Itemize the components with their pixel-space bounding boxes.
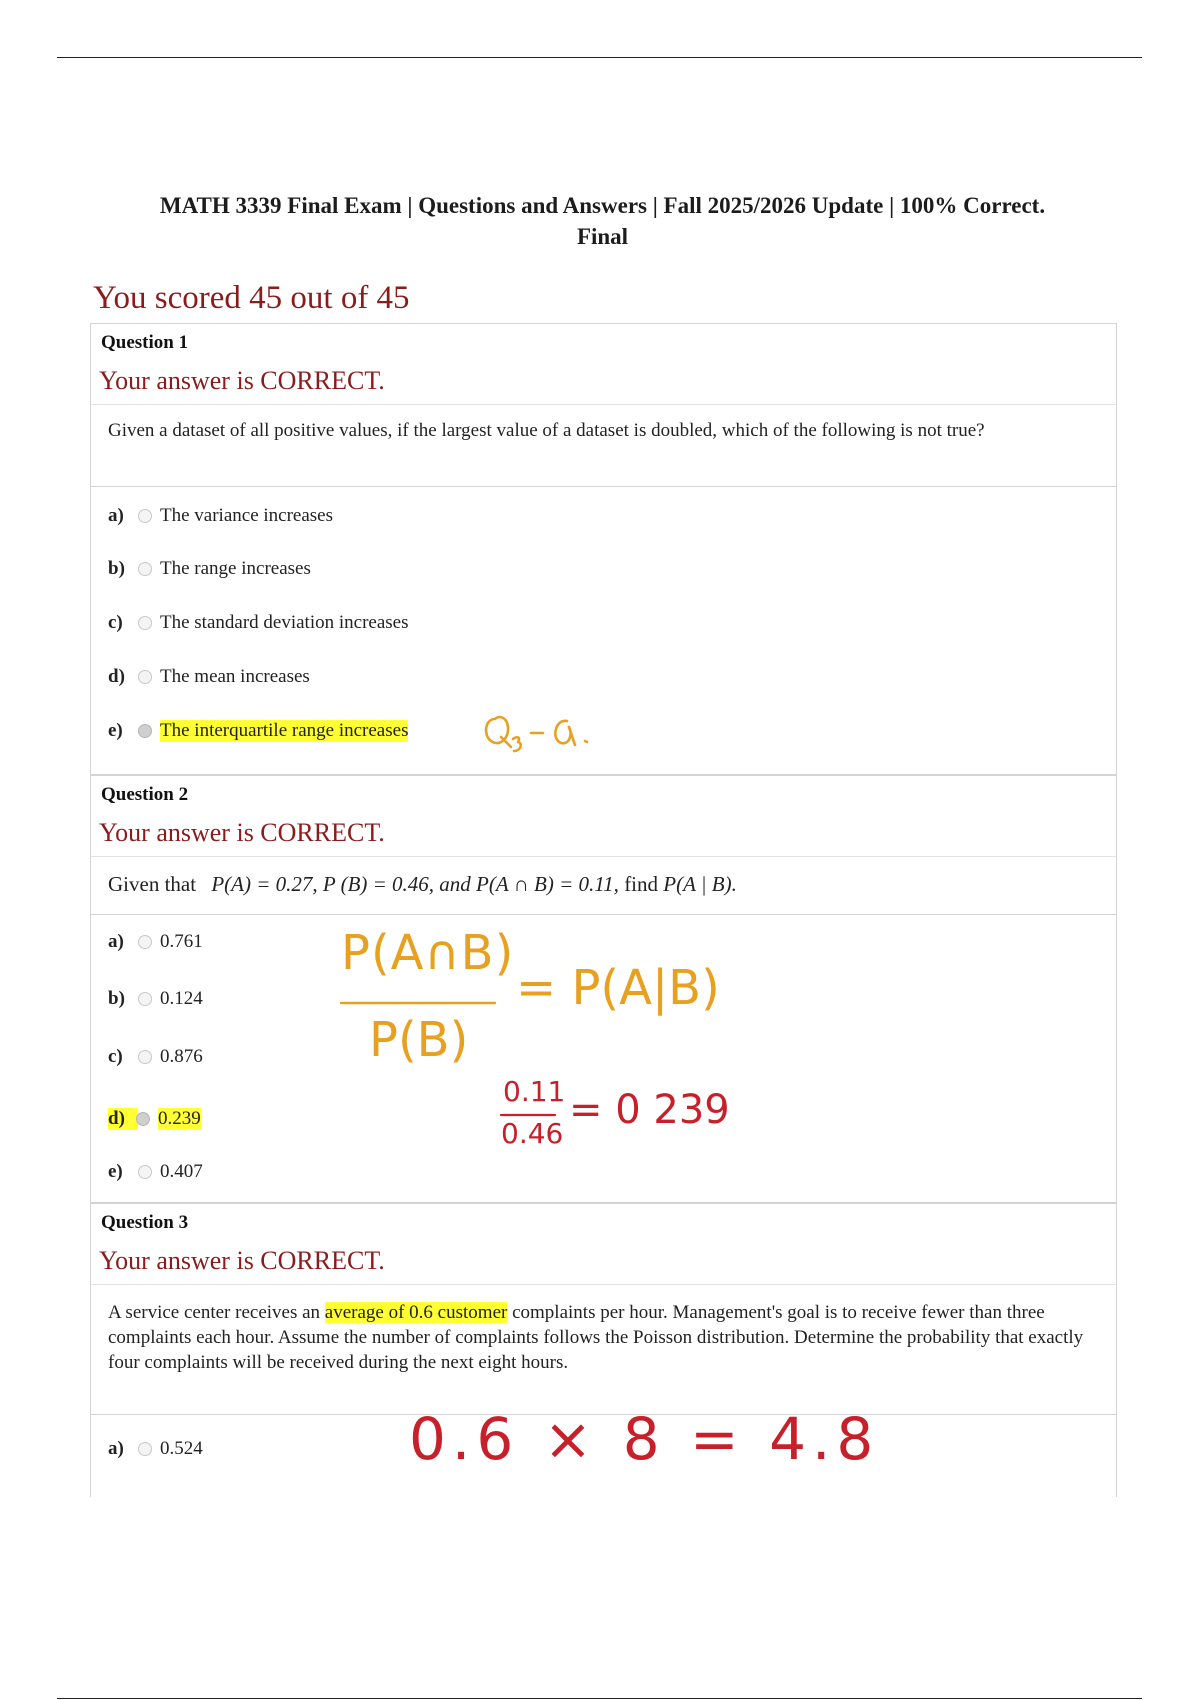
radio-button-selected[interactable] bbox=[138, 724, 152, 738]
radio-button[interactable] bbox=[138, 1050, 152, 1064]
question-2-options bbox=[90, 915, 1117, 1203]
option-letter: a) bbox=[108, 505, 124, 526]
radio-button[interactable] bbox=[138, 935, 152, 949]
score-text: You scored 45 out of 45 bbox=[93, 280, 410, 316]
handwritten-calc-numerator: 0.11 bbox=[503, 1075, 566, 1108]
handwritten-result-expression: = P(A|B) bbox=[516, 960, 720, 1016]
option-text: 0.124 bbox=[160, 988, 203, 1009]
option-letter: d) bbox=[108, 666, 125, 687]
question-text bbox=[108, 872, 1098, 897]
option-letter: e) bbox=[108, 720, 123, 741]
option-d[interactable] bbox=[108, 663, 310, 691]
question-label: Question 2 bbox=[101, 784, 189, 805]
option-c[interactable] bbox=[108, 1043, 203, 1071]
question-text-post: complaints per hour. Management's goal is to receive fewer than three complaints each hour. Assume the number of complaints follows the Poisson distribution. Determine the probability that exactly four complaints will be received during the next eight hours. bbox=[108, 1302, 1084, 1373]
question-label: Question 1 bbox=[101, 332, 189, 353]
radio-button[interactable] bbox=[138, 562, 152, 576]
result-text: Your answer is CORRECT. bbox=[99, 366, 385, 395]
option-a[interactable] bbox=[108, 1435, 203, 1463]
option-a[interactable] bbox=[108, 502, 333, 530]
title-line-2: Final bbox=[576, 224, 629, 249]
option-letter: c) bbox=[108, 1046, 123, 1067]
question-text-highlighted: average of 0.6 customer bbox=[324, 1302, 508, 1323]
option-text: The mean increases bbox=[160, 666, 310, 687]
option-letter-highlighted: d) bbox=[108, 1108, 138, 1130]
option-letter: b) bbox=[108, 988, 125, 1009]
question-1-header bbox=[90, 323, 1117, 405]
option-d[interactable] bbox=[108, 1105, 201, 1133]
radio-button[interactable] bbox=[138, 1165, 152, 1179]
option-letter: a) bbox=[108, 931, 124, 952]
option-letter: b) bbox=[108, 558, 125, 579]
handwritten-fraction-bar bbox=[339, 1000, 499, 1006]
radio-button-selected[interactable] bbox=[136, 1112, 150, 1126]
option-text-highlighted: 0.239 bbox=[158, 1108, 201, 1129]
handwritten-calc-result: = 0 239 bbox=[569, 1087, 730, 1133]
radio-button[interactable] bbox=[138, 509, 152, 523]
handwritten-denominator: P(B) bbox=[369, 1012, 469, 1068]
question-math: P(A) = 0.27, P (B) = 0.46, and P(A ∩ B) = 0.11, bbox=[211, 872, 619, 896]
option-text: The range increases bbox=[160, 558, 311, 579]
question-3-options bbox=[90, 1405, 1117, 1497]
title-line-1: MATH 3339 Final Exam | Questions and Answers | Fall 2025/2026 Update | 100% Correct. bbox=[159, 193, 1046, 218]
handwritten-numerator: P(A∩B) bbox=[341, 925, 515, 981]
handwritten-calc-denominator: 0.46 bbox=[501, 1117, 564, 1150]
option-text-highlighted: The interquartile range increases bbox=[160, 720, 409, 741]
radio-button[interactable] bbox=[138, 992, 152, 1006]
question-text bbox=[108, 1300, 1098, 1375]
option-text: 0.876 bbox=[160, 1046, 203, 1067]
question-1-options bbox=[90, 487, 1117, 775]
option-letter: e) bbox=[108, 1161, 123, 1182]
question-label: Question 3 bbox=[101, 1212, 189, 1233]
handwritten-poisson-annotation: 0.6 × 8 = 4.8 bbox=[409, 1405, 880, 1473]
option-a[interactable] bbox=[108, 928, 203, 956]
option-c[interactable] bbox=[108, 609, 408, 637]
option-b[interactable] bbox=[108, 985, 203, 1013]
question-1-prompt bbox=[90, 405, 1117, 487]
question-math-end: P(A | B). bbox=[663, 872, 737, 896]
option-b[interactable] bbox=[108, 555, 311, 583]
question-text-prefix: Given that bbox=[108, 872, 197, 896]
question-text-find: find bbox=[624, 872, 659, 896]
option-text: 0.524 bbox=[160, 1438, 203, 1459]
option-text: The standard deviation increases bbox=[160, 612, 409, 633]
document-title bbox=[70, 190, 1135, 252]
question-text: Given a dataset of all positive values, if the largest value of a dataset is doubled, which of the following is not true? bbox=[108, 420, 985, 441]
result-text: Your answer is CORRECT. bbox=[99, 818, 385, 847]
option-e[interactable] bbox=[108, 717, 408, 745]
top-rule bbox=[57, 57, 1142, 58]
question-3-prompt bbox=[90, 1285, 1117, 1415]
result-text: Your answer is CORRECT. bbox=[99, 1246, 385, 1275]
option-text: 0.761 bbox=[160, 931, 203, 952]
question-2-header bbox=[90, 775, 1117, 857]
radio-button[interactable] bbox=[138, 670, 152, 684]
question-3-header bbox=[90, 1203, 1117, 1285]
option-e[interactable] bbox=[108, 1158, 203, 1186]
radio-button[interactable] bbox=[138, 616, 152, 630]
radio-button[interactable] bbox=[138, 1442, 152, 1456]
question-text-pre: A service center receives an bbox=[108, 1302, 321, 1323]
option-text: 0.407 bbox=[160, 1161, 203, 1182]
option-letter: c) bbox=[108, 612, 123, 633]
option-text: The variance increases bbox=[160, 505, 334, 526]
handwritten-iqr-annotation bbox=[481, 709, 611, 755]
bottom-rule bbox=[57, 1698, 1142, 1699]
question-2-prompt bbox=[90, 857, 1117, 915]
option-letter: a) bbox=[108, 1438, 124, 1459]
